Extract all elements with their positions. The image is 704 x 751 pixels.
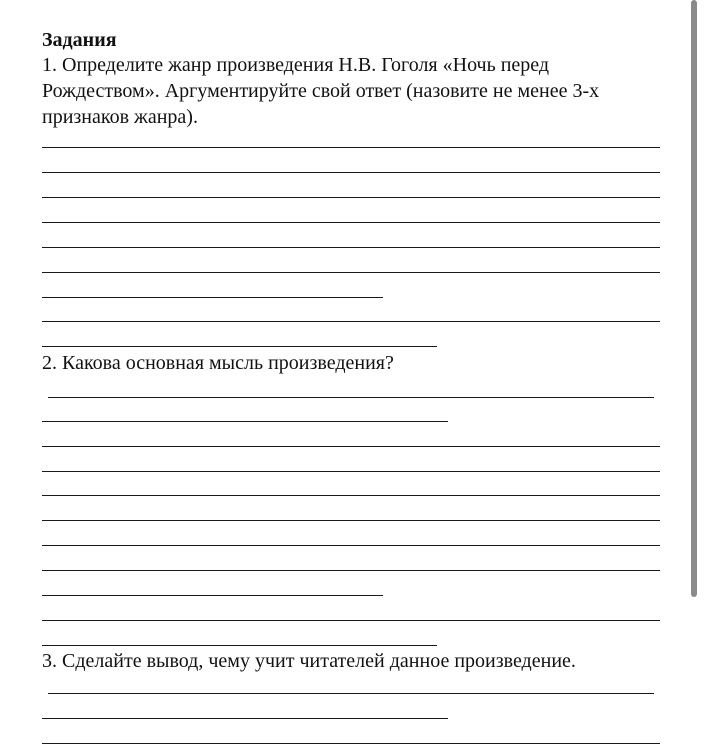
worksheet-heading: Задания <box>42 29 117 51</box>
answer-line <box>42 620 660 621</box>
answer-line <box>48 693 654 694</box>
answer-line <box>42 222 660 223</box>
answer-line <box>42 172 660 173</box>
answer-line <box>42 743 660 744</box>
answer-line <box>42 718 448 719</box>
answer-line <box>42 446 660 447</box>
answer-line <box>42 272 660 273</box>
answer-line <box>42 471 660 472</box>
answer-line <box>42 346 437 347</box>
vertical-scrollbar[interactable] <box>691 0 697 597</box>
answer-line <box>48 397 654 398</box>
answer-line <box>42 197 660 198</box>
task-3-text: 3. Сделайте вывод, чему учит читателей данное произведение. <box>42 650 576 672</box>
answer-line <box>42 321 660 322</box>
answer-line <box>42 147 660 148</box>
answer-line <box>42 595 383 596</box>
answer-line <box>42 520 660 521</box>
task-1-text: 1. Определите жанр произведения Н.В. Гоголя «Ночь перед Рождеством». Аргументируйте свой ответ (назовите не менее 3-х признаков жанра). <box>42 54 600 128</box>
answer-line <box>42 297 383 298</box>
answer-line <box>42 545 660 546</box>
answer-line <box>42 421 448 422</box>
task-2-text: 2. Какова основная мысль произведения? <box>42 352 394 374</box>
answer-line <box>42 570 660 571</box>
answer-line <box>42 645 437 646</box>
answer-line <box>42 495 660 496</box>
answer-line <box>42 247 660 248</box>
